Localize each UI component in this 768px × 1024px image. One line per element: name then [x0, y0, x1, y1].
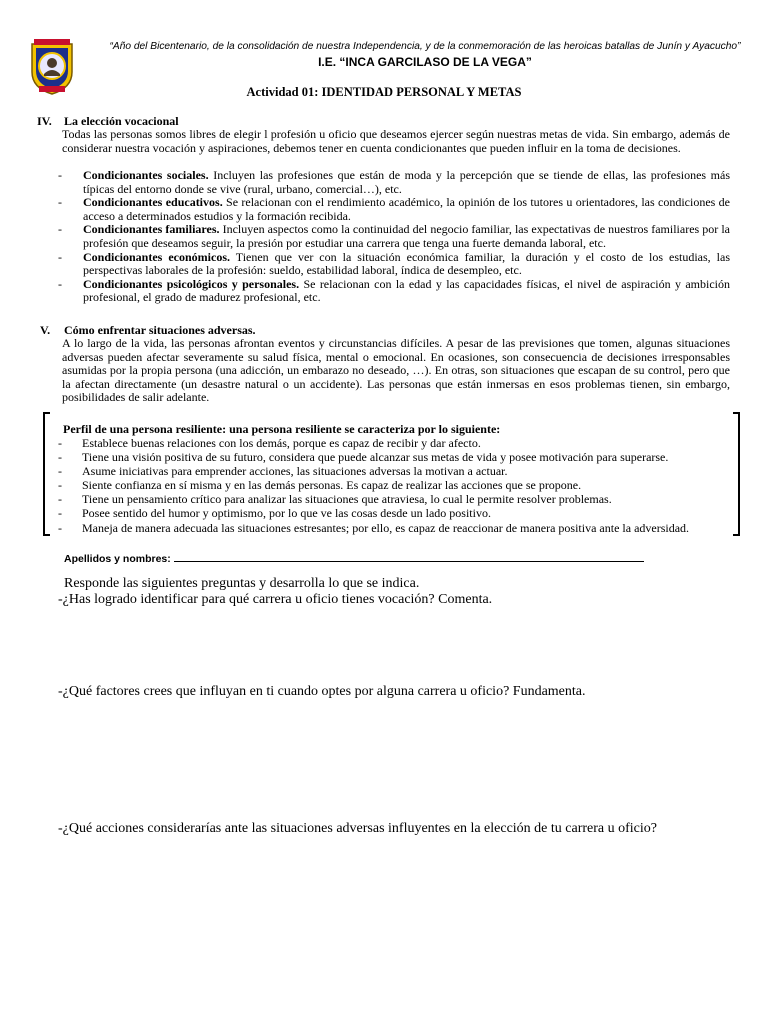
bullet-dash: - — [58, 450, 62, 465]
section-5-number: V. — [40, 323, 51, 337]
activity-title: Actividad 01: IDENTIDAD PERSONAL Y METAS — [246, 85, 522, 99]
section-4-number: IV. — [37, 114, 52, 128]
bullet-dash: - — [58, 249, 62, 264]
bullet-dash: - — [58, 520, 62, 535]
item-text: Tiene una visión positiva de su futuro, considera que puede alcanzar sus metas de vida y posee motivación para superarse. — [82, 450, 669, 465]
item-term: Condicionantes económicos. — [83, 249, 230, 264]
item-text: Asume iniciativas para emprender acciones, las situaciones adversas la motivan a actuar. — [82, 464, 508, 479]
item-text: Siente confianza en sí misma y en las demás personas. Es capaz de realizar las acciones que se propone. — [82, 478, 582, 493]
list-item — [58, 251, 730, 278]
question-3: -¿Qué acciones considerarías ante las situaciones adversas influyentes en la elección de tu carrera u oficio? — [58, 821, 657, 836]
resilient-profile-box — [43, 412, 740, 536]
bullet-dash: - — [58, 464, 62, 479]
list-item — [58, 492, 738, 506]
item-term: Condicionantes sociales. — [83, 168, 209, 182]
list-item — [58, 223, 730, 250]
question-1: -¿Has logrado identificar para qué carrera u oficio tienes vocación? Comenta. — [58, 592, 493, 607]
item-text: Incluyen las profesiones que están de moda y la percepción que se tiende de ellas, las profesiones más típicas del entorno donde se vive (rural, urbano, comercial…), etc. — [83, 168, 730, 196]
list-item — [58, 436, 738, 450]
list-item — [58, 278, 730, 305]
list-item — [58, 450, 738, 464]
bullet-dash: - — [58, 436, 62, 450]
item-text: Tiene un pensamiento crítico para analizar las situaciones que atraviesa, lo cual le permite resolver problemas. — [82, 492, 612, 507]
bullet-dash: - — [58, 222, 62, 237]
item-text: Establece buenas relaciones con los demás, porque es capaz de recibir y dar afecto. — [82, 436, 481, 450]
list-item — [58, 169, 730, 196]
section-5-text: A lo largo de la vida, las personas afrontan eventos y circunstancias difíciles. A pesar de las previsiones que tomen, algunas situaciones adversas pueden afectar severamente su salud física, mental o emocional. En ocasiones, son consecuencia de decisiones irresponsables asumidas por la propia persona (una adicción, un embarazo no deseado, …). En otras, son situaciones que escapan de su control, pero que la afectan directamente (un desastre natural o un accidente). Las personas que están inmersas en esos problemas tienen, sin embargo, posibilidades de salir adelante. — [62, 336, 730, 404]
profile-title: Perfil de una persona resiliente: una persona resiliente se caracteriza por lo siguiente: — [63, 422, 501, 436]
list-item — [58, 478, 738, 492]
item-text: Tienen que ver con la situación económica familiar, la duración y el costo de los estudias, las perspectivas laborales de la profesión: sueldo, estabilidad laboral, índica de desempleo, etc. — [83, 249, 731, 278]
name-label: Apellidos y nombres: — [64, 553, 171, 565]
instructions: Responde las siguientes preguntas y desarrolla lo que se indica. — [64, 576, 420, 591]
left-bracket — [43, 412, 50, 536]
item-text: Se relacionan con la edad y las capacidades físicas, el nivel de aspiración y ambición profesional, el grado de madurez profesional, etc. — [83, 276, 730, 305]
section-4-intro: Todas las personas somos libres de elegir l profesión u oficio que deseamos ejercer según nuestras metas de vida. Sin embargo, además de considerar nuestra vocación y aspiraciones, debemos tener en cuenta condicionantes que pueden influir en la toma de decisiones. — [62, 127, 730, 155]
list-item — [58, 506, 738, 520]
bullet-dash: - — [58, 276, 62, 291]
bullet-dash: - — [58, 195, 62, 210]
name-field[interactable] — [64, 551, 644, 565]
name-blank-line[interactable] — [174, 551, 644, 562]
item-term: Condicionantes psicológicos y personales. — [83, 276, 300, 291]
list-item — [58, 521, 738, 535]
list-item — [58, 464, 738, 478]
item-text: Se relacionan con el rendimiento académico, la opinión de los tutores u orientadores, las condiciones de acceso a determinados estudios y la formación recibida. — [83, 195, 730, 223]
bullet-dash: - — [58, 492, 62, 507]
bullet-dash: - — [58, 506, 62, 521]
item-term: Condicionantes educativos. — [83, 195, 223, 210]
item-term: Condicionantes familiares. — [83, 222, 220, 237]
list-item — [58, 196, 730, 223]
question-2: -¿Qué factores crees que influyan en ti cuando optes por alguna carrera u oficio? Fundamenta. — [58, 684, 586, 699]
national-motto: “Año del Bicentenario, de la consolidación de nuestra Independencia, y de la conmemoración de las heroicas batallas de Junín y Ayacucho” — [109, 41, 741, 52]
conditioning-factors-list — [58, 169, 730, 305]
bullet-dash: - — [58, 168, 62, 182]
item-text: Posee sentido del humor y optimismo, por lo que ve las cosas desde un lado positivo. — [82, 506, 491, 521]
profile-list — [58, 436, 738, 535]
item-text: Maneja de manera adecuada las situaciones estresantes; por ello, es capaz de reaccionar de manera positiva ante la adversidad. — [82, 520, 690, 535]
item-text: Incluyen aspectos como la continuidad del negocio familiar, las expectativas de nuestros familiares por la profesión que deseamos seguir, la presión por estudiar una carrera que tenga una fuerte demanda laboral, etc. — [83, 222, 731, 250]
school-name: I.E. “INCA GARCILASO DE LA VEGA” — [318, 55, 532, 69]
section-5-title: Cómo enfrentar situaciones adversas. — [64, 323, 256, 337]
bullet-dash: - — [58, 478, 62, 493]
section-4-title: La elección vocacional — [64, 114, 179, 128]
